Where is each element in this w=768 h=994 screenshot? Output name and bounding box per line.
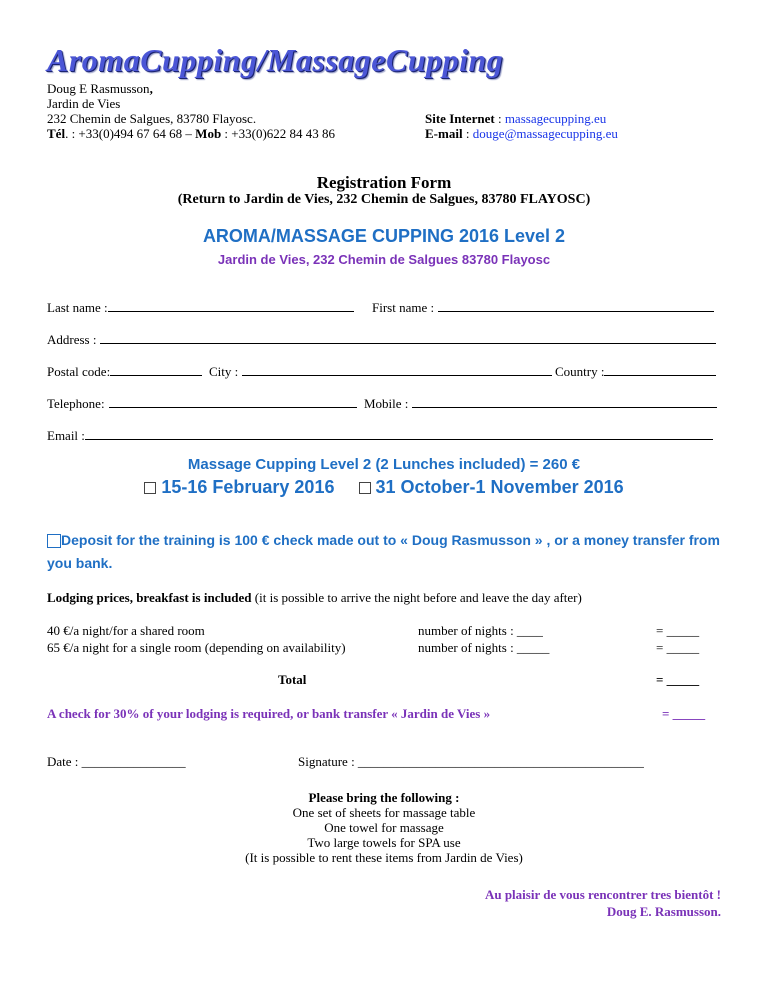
country-label: Country : bbox=[555, 364, 605, 379]
first-name-field[interactable] bbox=[372, 299, 714, 316]
web-block bbox=[425, 111, 618, 141]
lodging-row-single-nights[interactable]: number of nights : _____ bbox=[418, 640, 550, 655]
telephone-label: Telephone: bbox=[47, 396, 105, 411]
address-input[interactable] bbox=[100, 331, 716, 344]
last-name-field[interactable] bbox=[47, 299, 354, 316]
contact-place: Jardin de Vies bbox=[47, 96, 121, 111]
checkbox-date-1[interactable] bbox=[144, 482, 156, 494]
price-line: Massage Cupping Level 2 (2 Lunches included) = 260 € bbox=[187, 456, 581, 473]
tel-label: Tél bbox=[47, 126, 66, 141]
telephone-field[interactable] bbox=[47, 395, 357, 412]
first-name-input[interactable] bbox=[438, 299, 714, 312]
email-label: E-mail bbox=[425, 126, 463, 141]
mob-label: Mob bbox=[195, 126, 222, 141]
email-sep: : bbox=[462, 126, 473, 141]
form-title: Registration Form bbox=[316, 173, 452, 192]
mobile-input[interactable] bbox=[412, 395, 717, 408]
lodging-row-single-label: 65 €/a night for a single room (depending on availability) bbox=[47, 640, 346, 655]
site-sep: : bbox=[494, 111, 505, 126]
bring-item: One set of sheets for massage table bbox=[292, 805, 476, 820]
address-label: Address : bbox=[47, 332, 97, 347]
mobile-label: Mobile : bbox=[364, 396, 409, 411]
date-options bbox=[0, 477, 768, 498]
country-input[interactable] bbox=[604, 363, 716, 376]
address-field[interactable] bbox=[47, 331, 716, 348]
course-location: Jardin de Vies, 232 Chemin de Salgues 83780 Flayosc bbox=[217, 252, 551, 267]
logo: AromaCupping/MassageCupping bbox=[47, 42, 504, 78]
signature-field[interactable]: Signature : ____________________________________________ bbox=[298, 754, 644, 769]
telephone-input[interactable] bbox=[109, 395, 357, 408]
postal-code-label: Postal code: bbox=[47, 364, 111, 379]
postal-code-field[interactable] bbox=[47, 363, 202, 380]
first-name-label: First name : bbox=[372, 300, 435, 315]
lodging-row-shared-nights[interactable]: number of nights : ____ bbox=[418, 623, 543, 638]
closing-signature: Doug E. Rasmusson. bbox=[606, 904, 721, 919]
last-name-label: Last name : bbox=[47, 300, 108, 315]
city-field[interactable] bbox=[209, 363, 552, 380]
site-link[interactable]: massagecupping.eu bbox=[504, 111, 607, 126]
email-field-label: Email : bbox=[47, 428, 85, 443]
bring-item: Two large towels for SPA use bbox=[307, 835, 461, 850]
bring-item: One towel for massage bbox=[324, 820, 444, 835]
deposit-text: Deposit for the training is 100 € check made out to « Doug Rasmusson » , or a money transfer from you bank. bbox=[47, 532, 720, 571]
tel-value: . : +33(0)494 67 64 68 – bbox=[65, 126, 196, 141]
postal-code-input[interactable] bbox=[110, 363, 202, 376]
email-link[interactable]: douge@massagecupping.eu bbox=[472, 126, 618, 141]
lodging-heading-rest: (it is possible to arrive the night before and leave the day after) bbox=[251, 590, 582, 605]
return-to: (Return to Jardin de Vies, 232 Chemin de Salgues, 83780 FLAYOSC) bbox=[177, 192, 591, 207]
email-input[interactable] bbox=[85, 427, 713, 440]
bring-list bbox=[0, 790, 768, 865]
deposit-checkbox[interactable] bbox=[47, 534, 61, 548]
bring-title: Please bring the following : bbox=[308, 790, 460, 805]
date-field[interactable]: Date : ________________ bbox=[47, 754, 186, 769]
email-field[interactable] bbox=[47, 427, 713, 444]
mobile-field[interactable] bbox=[364, 395, 717, 412]
country-field[interactable] bbox=[555, 363, 716, 380]
course-title: AROMA/MASSAGE CUPPING 2016 Level 2 bbox=[202, 226, 566, 246]
closing-greeting: Au plaisir de vous rencontrer tres bientôt ! bbox=[484, 887, 721, 902]
city-label: City : bbox=[209, 364, 239, 379]
deposit-note bbox=[47, 529, 727, 575]
closing bbox=[485, 886, 721, 920]
date-option-1: 15-16 February 2016 bbox=[161, 477, 335, 497]
lodging-heading-bold: Lodging prices, breakfast is included bbox=[47, 590, 252, 605]
site-label: Site Internet bbox=[425, 111, 495, 126]
city-input[interactable] bbox=[242, 363, 552, 376]
date-option-2: 31 October-1 November 2016 bbox=[375, 477, 624, 497]
last-name-input[interactable] bbox=[108, 299, 354, 312]
total-amount[interactable]: = _____ bbox=[656, 672, 700, 687]
lodging-row-shared-amount[interactable]: = _____ bbox=[656, 623, 700, 638]
contact-block bbox=[47, 81, 335, 141]
total-label: Total bbox=[278, 672, 307, 687]
lodging-heading bbox=[47, 590, 582, 606]
checkbox-date-2[interactable] bbox=[359, 482, 371, 494]
contact-name-comma: , bbox=[149, 81, 153, 96]
lodging-check-amount[interactable]: = _____ bbox=[662, 706, 706, 721]
contact-name: Doug E Rasmusson bbox=[47, 81, 150, 96]
bring-item: (It is possible to rent these items from Jardin de Vies) bbox=[245, 850, 523, 865]
mob-value: : +33(0)622 84 43 86 bbox=[221, 126, 336, 141]
lodging-row-shared-label: 40 €/a night/for a shared room bbox=[47, 623, 205, 638]
contact-address: 232 Chemin de Salgues, 83780 Flayosc. bbox=[47, 111, 257, 126]
lodging-check-note: A check for 30% of your lodging is required, or bank transfer « Jardin de Vies » bbox=[47, 706, 491, 721]
lodging-row-single-amount[interactable]: = _____ bbox=[656, 640, 700, 655]
